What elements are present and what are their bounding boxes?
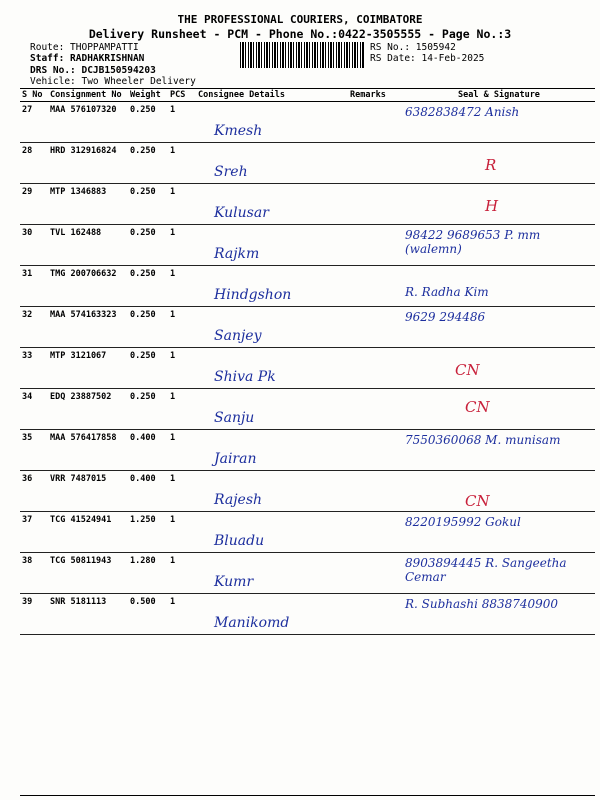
bottom-rule <box>20 795 595 796</box>
col-header-sno: S No <box>20 89 48 102</box>
cell-remarks <box>348 471 403 512</box>
cell-sno: 35 <box>20 430 48 471</box>
table-row <box>20 266 595 307</box>
table-row <box>20 553 595 594</box>
cell-pcs: 1 <box>168 225 196 266</box>
cell-signature: R. Subhashi 8838740900 <box>405 597 559 611</box>
table-row <box>20 102 595 143</box>
table-row <box>20 512 595 553</box>
cell-pcs: 1 <box>168 471 196 512</box>
cell-signature: CN <box>465 398 490 416</box>
cell-remarks <box>348 184 403 225</box>
col-header-pcs: PCS <box>168 89 196 102</box>
table-header-row <box>20 89 595 102</box>
cell-consignment: HRD 312916824 <box>48 143 128 184</box>
cell-pcs: 1 <box>168 184 196 225</box>
cell-consignment: MTP 3121067 <box>48 348 128 389</box>
table-body <box>20 102 595 635</box>
route-label: Route: THOPPAMPATTI <box>30 42 139 53</box>
drs-label: DRS No.: DCJB150594203 <box>30 65 156 76</box>
cell-sno: 29 <box>20 184 48 225</box>
table-row <box>20 184 595 225</box>
cell-sno: 39 <box>20 594 48 635</box>
barcode <box>240 42 364 68</box>
cell-consignee: Manikomd <box>214 615 290 631</box>
cell-sno: 37 <box>20 512 48 553</box>
cell-pcs: 1 <box>168 430 196 471</box>
table-row <box>20 143 595 184</box>
cell-signature: 7550360068 M. munisam <box>405 433 561 447</box>
cell-consignee: Sreh <box>214 164 248 180</box>
cell-signature: 8220195992 Gokul <box>405 515 521 529</box>
cell-consignee: Sanju <box>214 410 255 426</box>
cell-consignment: TCG 41524941 <box>48 512 128 553</box>
cell-consignment: MAA 576107320 <box>48 102 128 143</box>
cell-signature: 9629 294486 <box>405 310 486 324</box>
cell-remarks <box>348 143 403 184</box>
cell-pcs: 1 <box>168 389 196 430</box>
cell-consignee: Rajkm <box>214 246 260 262</box>
col-header-weight: Weight <box>128 89 168 102</box>
cell-sno: 27 <box>20 102 48 143</box>
cell-consignment: MAA 574163323 <box>48 307 128 348</box>
rs-number: RS No.: 1505942 <box>370 42 456 53</box>
cell-pcs: 1 <box>168 553 196 594</box>
col-header-consignment: Consignment No <box>48 89 128 102</box>
table-row <box>20 307 595 348</box>
cell-consignee: Kumr <box>214 574 254 590</box>
cell-sno: 33 <box>20 348 48 389</box>
table-row <box>20 594 595 635</box>
cell-consignee: Kmesh <box>214 123 263 139</box>
cell-weight: 0.250 <box>128 389 168 430</box>
cell-sno: 32 <box>20 307 48 348</box>
cell-weight: 0.250 <box>128 225 168 266</box>
cell-signature: R. Radha Kim <box>405 285 489 299</box>
cell-weight: 0.250 <box>128 307 168 348</box>
cell-weight: 0.250 <box>128 102 168 143</box>
cell-signature: 6382838472 Anish <box>405 105 520 119</box>
table-row <box>20 389 595 430</box>
cell-sno: 28 <box>20 143 48 184</box>
cell-consignee: Bluadu <box>214 533 265 549</box>
cell-consignee: Kulusar <box>214 205 269 221</box>
runsheet-subtitle: Delivery Runsheet - PCM - Phone No.:0422-3505555 - Page No.:3 <box>88 27 512 41</box>
cell-weight: 0.250 <box>128 184 168 225</box>
vehicle-label: Vehicle: Two Wheeler Delivery <box>30 76 196 87</box>
cell-weight: 0.400 <box>128 471 168 512</box>
cell-consignee: Jairan <box>214 451 257 467</box>
cell-remarks <box>348 389 403 430</box>
cell-consignment: TCG 50811943 <box>48 553 128 594</box>
cell-remarks <box>348 307 403 348</box>
cell-signature: CN <box>465 492 490 510</box>
cell-remarks <box>348 102 403 143</box>
cell-pcs: 1 <box>168 348 196 389</box>
cell-signature: R <box>485 156 497 174</box>
cell-signature: CN <box>455 361 480 379</box>
cell-pcs: 1 <box>168 102 196 143</box>
cell-weight: 0.400 <box>128 430 168 471</box>
cell-signature: 98422 9689653 P. mm (walemn) <box>405 228 541 256</box>
cell-remarks <box>348 594 403 635</box>
table-row <box>20 225 595 266</box>
cell-consignment: VRR 7487015 <box>48 471 128 512</box>
cell-signature: 8903894445 R. Sangeetha Cemar <box>405 556 567 584</box>
cell-remarks <box>348 430 403 471</box>
cell-consignment: EDQ 23887502 <box>48 389 128 430</box>
cell-sno: 36 <box>20 471 48 512</box>
cell-sno: 34 <box>20 389 48 430</box>
cell-weight: 1.250 <box>128 512 168 553</box>
cell-consignment: MAA 576417858 <box>48 430 128 471</box>
cell-consignee: Sanjey <box>214 328 262 344</box>
col-header-consignee: Consignee Details <box>196 89 348 102</box>
cell-remarks <box>348 348 403 389</box>
cell-weight: 0.250 <box>128 348 168 389</box>
cell-pcs: 1 <box>168 266 196 307</box>
rs-date: RS Date: 14-Feb-2025 <box>370 53 485 64</box>
cell-consignment: SNR 5181113 <box>48 594 128 635</box>
cell-consignee: Hindgshon <box>214 287 292 303</box>
cell-weight: 1.280 <box>128 553 168 594</box>
cell-remarks <box>348 266 403 307</box>
cell-consignment: TVL 162488 <box>48 225 128 266</box>
cell-pcs: 1 <box>168 307 196 348</box>
cell-remarks <box>348 512 403 553</box>
table-row <box>20 430 595 471</box>
table-row <box>20 471 595 512</box>
cell-pcs: 1 <box>168 143 196 184</box>
cell-consignee: Rajesh <box>214 492 263 508</box>
cell-weight: 0.500 <box>128 594 168 635</box>
cell-sno: 31 <box>20 266 48 307</box>
cell-signature: H <box>485 197 499 215</box>
cell-remarks <box>348 553 403 594</box>
col-header-signature: Seal & Signature <box>403 89 595 102</box>
cell-pcs: 1 <box>168 512 196 553</box>
runsheet-table <box>20 88 595 635</box>
cell-weight: 0.250 <box>128 143 168 184</box>
table-row <box>20 348 595 389</box>
cell-consignment: MTP 1346883 <box>48 184 128 225</box>
cell-sno: 38 <box>20 553 48 594</box>
cell-pcs: 1 <box>168 594 196 635</box>
cell-sno: 30 <box>20 225 48 266</box>
company-title: THE PROFESSIONAL COURIERS, COIMBATORE <box>177 13 423 26</box>
cell-consignee: Shiva Pk <box>214 369 276 385</box>
cell-remarks <box>348 225 403 266</box>
staff-label: Staff: RADHAKRISHNAN <box>30 53 145 64</box>
cell-weight: 0.250 <box>128 266 168 307</box>
cell-consignment: TMG 200706632 <box>48 266 128 307</box>
col-header-remarks: Remarks <box>348 89 403 102</box>
